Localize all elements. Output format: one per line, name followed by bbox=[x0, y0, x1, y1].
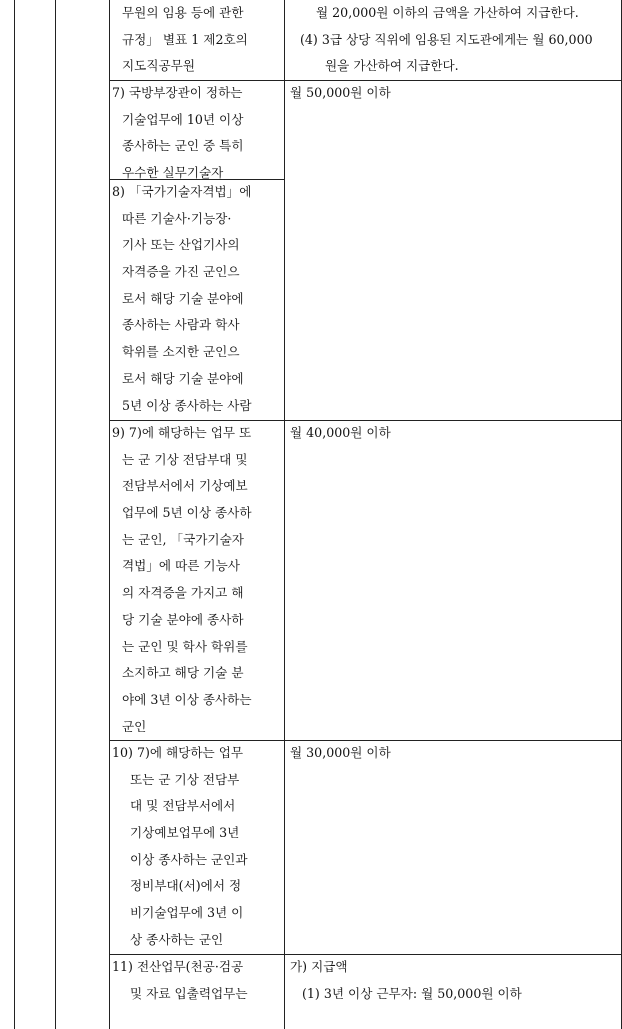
table-cell-amount bbox=[290, 80, 391, 107]
cell-line: 10) 7)에 해당하는 업무 bbox=[112, 745, 244, 760]
cell-line: (1) 3년 이상 근무자: 월 50,000원 이하 bbox=[302, 985, 522, 1001]
cell-line: 의 자격증을 가지고 해 bbox=[122, 585, 244, 601]
cell-line: 당 기술 분야에 종사하 bbox=[122, 611, 244, 627]
cell-line: 소지하고 해당 기술 분 bbox=[122, 665, 244, 681]
table-cell-amount bbox=[290, 0, 593, 80]
cell-line: 무원의 임용 등에 관한 bbox=[122, 5, 244, 20]
cell-line: 기사 또는 산업기사의 bbox=[122, 237, 240, 253]
cell-line: 월 50,000원 이하 bbox=[290, 85, 391, 100]
cell-line: 기상예보업무에 3년 bbox=[130, 825, 240, 841]
cell-line: 5년 이상 종사하는 사람 bbox=[122, 397, 252, 413]
cell-line: 전담부서에서 기상예보 bbox=[122, 478, 248, 494]
cell-line: 월 40,000원 이하 bbox=[290, 425, 391, 440]
cell-line: 야에 3년 이상 종사하는 bbox=[122, 691, 252, 707]
cell-line: 로서 해당 기술 분야에 bbox=[122, 370, 244, 386]
cell-line: 및 자료 입출력업무는 bbox=[130, 985, 248, 1001]
cell-line: 기술업무에 10년 이상 bbox=[122, 111, 244, 127]
table-cell-requirement bbox=[116, 0, 248, 80]
table-cell-requirement bbox=[112, 80, 244, 187]
cell-line: 월 30,000원 이하 bbox=[290, 745, 391, 760]
cell-line: 8) 「국가기술자격법」에 bbox=[112, 184, 252, 199]
cell-line: 원을 가산하여 지급한다. bbox=[325, 58, 459, 74]
cell-line: 학위를 소지한 군인으 bbox=[122, 344, 240, 360]
cell-line: 또는 군 기상 전담부 bbox=[130, 771, 240, 787]
cell-line: 종사하는 사람과 학사 bbox=[122, 317, 240, 333]
table-cell-amount bbox=[290, 740, 391, 767]
cell-line: 대 및 전담부서에서 bbox=[130, 798, 236, 814]
cell-line: 11) 전산업무(천공·검공 bbox=[112, 959, 244, 974]
cell-line: 정비부대(서)에서 정 bbox=[130, 878, 242, 894]
cell-line: 따른 기술사·기능장· bbox=[122, 210, 232, 226]
table-cell-amount bbox=[290, 954, 522, 1007]
cell-line: 자격증을 가진 군인으 bbox=[122, 264, 240, 280]
cell-line: 지도직공무원 bbox=[122, 58, 195, 74]
cell-line: 규정」 별표 1 제2호의 bbox=[122, 31, 248, 47]
cell-line: 상 종사하는 군인 bbox=[130, 931, 224, 947]
cell-line: 종사하는 군인 중 특히 bbox=[122, 138, 244, 154]
cell-line: 7) 국방부장관이 정하는 bbox=[112, 85, 243, 100]
table-cell-requirement bbox=[112, 420, 252, 740]
cell-line: 이상 종사하는 군인과 bbox=[130, 851, 248, 867]
cell-line: 9) 7)에 해당하는 업무 또 bbox=[112, 425, 252, 440]
table-cell-amount bbox=[290, 420, 391, 447]
cell-line: 업무에 5년 이상 종사하 bbox=[122, 505, 252, 521]
table-cell-requirement bbox=[112, 740, 248, 954]
table-border-col3 bbox=[284, 0, 285, 1029]
cell-line: 는 군 기상 전담부대 및 bbox=[122, 451, 248, 467]
table-border-left bbox=[14, 0, 15, 1029]
table-cell-requirement bbox=[112, 179, 252, 419]
cell-line: (4) 3급 상당 직위에 임용된 지도관에게는 월 60,000 bbox=[300, 31, 593, 47]
cell-line: 군인 bbox=[122, 718, 147, 734]
cell-line: 가) 지급액 bbox=[290, 959, 348, 974]
cell-line: 는 군인, 「국가기술자 bbox=[122, 531, 244, 547]
table-border-col2 bbox=[109, 0, 110, 1029]
cell-line: 격법」에 따른 기능사 bbox=[122, 558, 240, 574]
table-cell-requirement bbox=[112, 954, 248, 1007]
cell-line: 우수한 실무기술자 bbox=[122, 165, 224, 181]
table-border-col1 bbox=[55, 0, 56, 1029]
cell-line: 는 군인 및 학사 학위를 bbox=[122, 638, 248, 654]
cell-line: 비기술업무에 3년 이 bbox=[130, 905, 244, 921]
cell-line: 로서 해당 기술 분야에 bbox=[122, 290, 244, 306]
cell-line: 월 20,000원 이하의 금액을 가산하여 지급한다. bbox=[316, 5, 579, 20]
